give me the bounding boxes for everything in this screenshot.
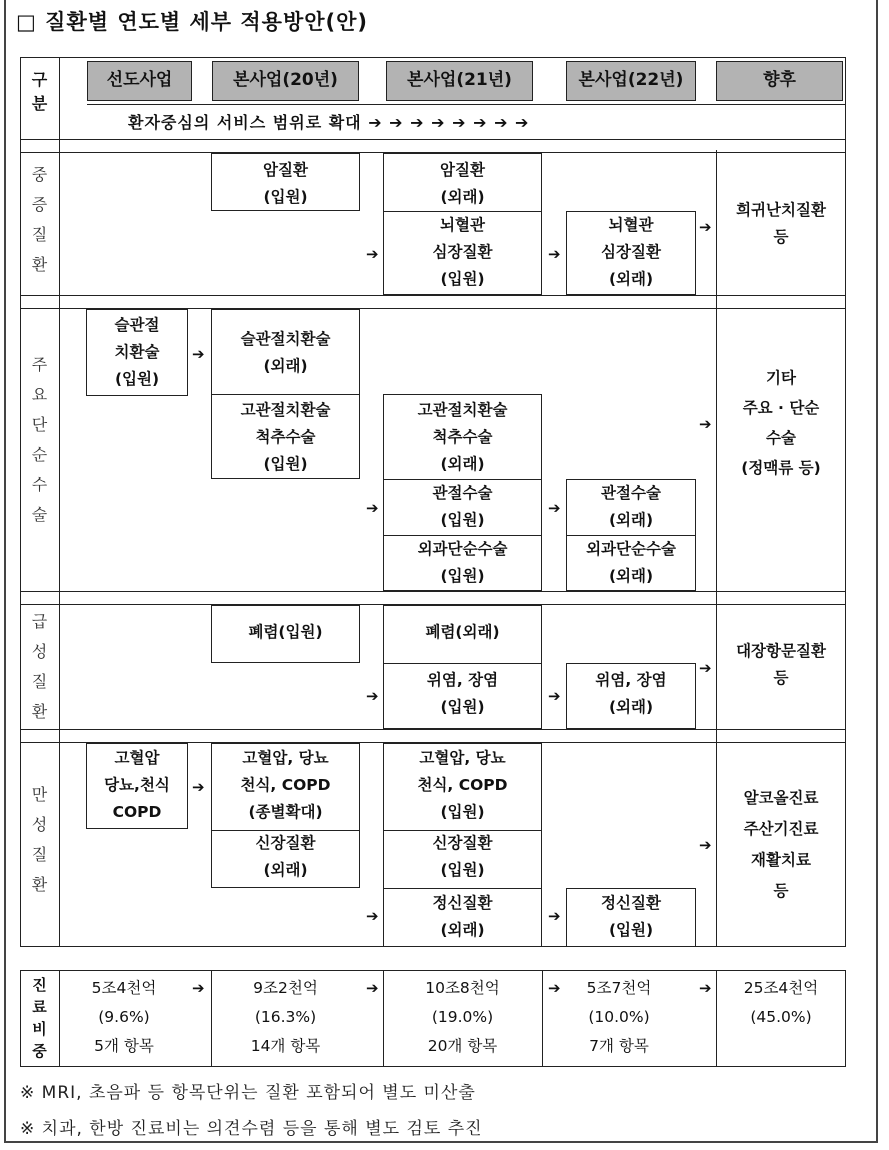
surgery-2020-b: 고관절치환술 척추수술 (입원) bbox=[240, 401, 331, 473]
chronic-2022-text: 정신질환 (입원) bbox=[601, 894, 661, 939]
right-arrow-icon: ➔ bbox=[366, 245, 379, 263]
cell-divider bbox=[383, 663, 542, 664]
acute-2020-text: 폐렴(입원) bbox=[248, 623, 323, 641]
right-arrow-icon: ➔ bbox=[366, 499, 379, 517]
section-label-surgery: 주 요 단 순 수 술 bbox=[31, 355, 48, 524]
right-arrow-icon: ➔ bbox=[192, 345, 205, 363]
cost-pilot: 5조4천억 (9.6%) 5개 항목 bbox=[91, 979, 157, 1055]
separator bbox=[20, 295, 846, 296]
header-2021: 본사업(21년) bbox=[386, 61, 533, 101]
acute-2021-a: 폐렴(외래) bbox=[425, 623, 500, 641]
right-arrow-icon: ➔ bbox=[366, 907, 379, 925]
surgery-pilot-text: 슬관절 치환술 (입원) bbox=[114, 316, 160, 388]
right-arrow-icon: ➔ bbox=[699, 218, 712, 236]
right-arrow-icon: ➔ bbox=[192, 778, 205, 796]
right-arrow-icon: ➔ bbox=[366, 979, 379, 997]
separator bbox=[20, 729, 846, 730]
document-title: □ 질환별 연도별 세부 적용방안(안) bbox=[16, 10, 368, 34]
header-pilot: 선도사업 bbox=[87, 61, 192, 101]
right-arrow-icon: ➔ bbox=[548, 499, 561, 517]
cost-2021: 10조8천억 (19.0%) 20개 항목 bbox=[425, 979, 500, 1055]
footnote-2: ※ 치과, 한방 진료비는 의견수렴 등을 통해 별도 검토 추진 bbox=[20, 1119, 483, 1139]
severe-2021-b: 뇌혈관 심장질환 (입원) bbox=[432, 216, 493, 288]
severe-2021-a: 암질환 (외래) bbox=[440, 161, 485, 206]
scope-banner: 환자중심의 서비스 범위로 확대 ➔ ➔ ➔ ➔ ➔ ➔ ➔ ➔ bbox=[128, 113, 530, 132]
right-arrow-icon: ➔ bbox=[699, 836, 712, 854]
cost-label: 진 료 비 중 bbox=[32, 976, 47, 1060]
cost-2020: 9조2천억 (16.3%) 14개 항목 bbox=[250, 979, 321, 1055]
cost-future: 25조4천억 (45.0%) bbox=[743, 979, 819, 1026]
header-future: 향후 bbox=[716, 61, 843, 101]
section-label-acute: 급 성 질 환 bbox=[31, 612, 48, 721]
section-label-chronic: 만 성 질 환 bbox=[31, 785, 48, 894]
right-arrow-icon: ➔ bbox=[548, 687, 561, 705]
right-arrow-icon: ➔ bbox=[366, 687, 379, 705]
header-divider bbox=[87, 104, 846, 105]
chronic-2021-b: 신장질환 (입원) bbox=[432, 834, 493, 879]
severe-2020-text: 암질환 (입원) bbox=[263, 161, 308, 206]
chronic-2020-b: 신장질환 (외래) bbox=[255, 834, 316, 879]
chronic-2021-a: 고혈압, 당뇨 천식, COPD (입원) bbox=[417, 749, 508, 821]
header-2020: 본사업(20년) bbox=[212, 61, 359, 101]
right-arrow-icon: ➔ bbox=[548, 979, 561, 997]
right-arrow-icon: ➔ bbox=[192, 979, 205, 997]
right-arrow-icon: ➔ bbox=[548, 245, 561, 263]
right-arrow-icon: ➔ bbox=[699, 979, 712, 997]
surgery-2021-c: 외과단순수술 (입원) bbox=[417, 540, 508, 585]
footnote-1: ※ MRI, 초음파 등 항목단위는 질환 포함되어 별도 미산출 bbox=[20, 1083, 476, 1103]
chronic-future-text: 알코올진료 주산기진료 재활치료 등 bbox=[743, 789, 819, 900]
surgery-2020-a: 슬관절치환술 (외래) bbox=[240, 330, 331, 375]
surgery-2022-a: 관절수술 (외래) bbox=[601, 484, 661, 529]
surgery-future-text: 기타 주요 · 단순 수술 (정맥류 등) bbox=[741, 369, 821, 477]
cell-divider bbox=[383, 888, 542, 889]
right-arrow-icon: ➔ bbox=[548, 907, 561, 925]
separator bbox=[20, 139, 846, 140]
surgery-2021-a: 고관절치환술 척추수술 (외래) bbox=[417, 401, 508, 473]
severe-2022-text: 뇌혈관 심장질환 (외래) bbox=[601, 216, 661, 288]
right-arrow-icon: ➔ bbox=[699, 659, 712, 677]
header-2022: 본사업(22년) bbox=[566, 61, 696, 101]
acute-2021-b: 위염, 장염 (입원) bbox=[426, 671, 499, 716]
right-arrow-icon: ➔ bbox=[699, 415, 712, 433]
separator bbox=[20, 591, 846, 592]
gubun-label: 구 분 bbox=[31, 70, 48, 113]
severe-future-text: 희귀난치질환 등 bbox=[736, 201, 826, 246]
cell-divider bbox=[211, 394, 360, 395]
section-label-severe: 중 증 질 환 bbox=[31, 165, 48, 274]
chronic-2020-a: 고혈압, 당뇨 천식, COPD (종별확대) bbox=[240, 749, 331, 821]
label-column-divider bbox=[59, 57, 60, 947]
chronic-pilot-text: 고혈압 당뇨,천식 COPD bbox=[104, 749, 170, 821]
surgery-2022-b: 외과단순수술 (외래) bbox=[586, 540, 676, 585]
surgery-2021-b: 관절수술 (입원) bbox=[432, 484, 493, 529]
chronic-2021-c: 정신질환 (외래) bbox=[432, 894, 493, 939]
acute-future-text: 대장항문질환 등 bbox=[736, 642, 826, 687]
cost-2022: 5조7천억 (10.0%) 7개 항목 bbox=[586, 979, 652, 1055]
acute-2022-text: 위염, 장염 (외래) bbox=[595, 671, 667, 716]
